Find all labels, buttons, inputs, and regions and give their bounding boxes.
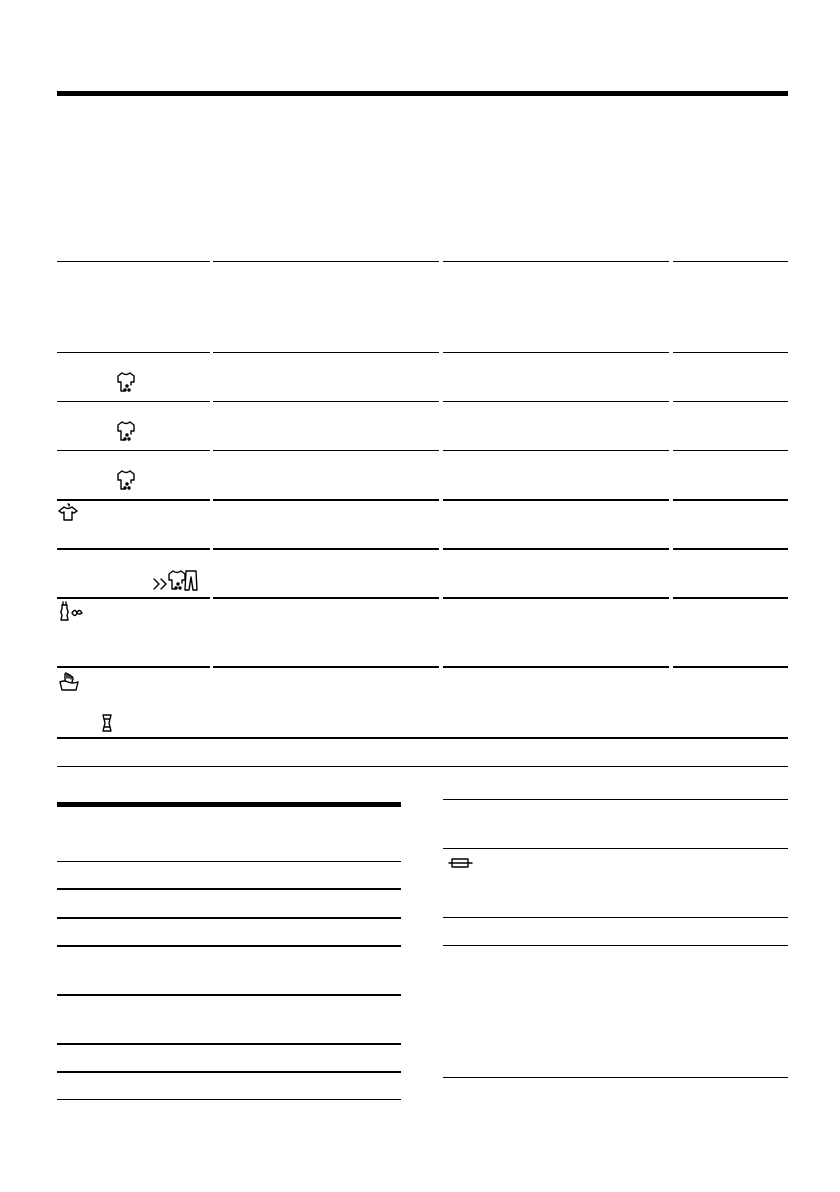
table-row [57, 945, 401, 947]
table-row [57, 888, 401, 890]
mixed-load-shirt-icon [116, 372, 136, 394]
top-section-rule [57, 91, 788, 96]
lower-left-heading-rule [57, 802, 401, 807]
table-row [57, 1043, 401, 1045]
easy-care-shirt-icon [58, 503, 78, 523]
mixed-load-shirt-icon [116, 421, 136, 443]
mixed-load-shirt-icon [116, 470, 136, 492]
table-row [443, 848, 788, 849]
table-row [57, 1099, 401, 1100]
table-row [443, 917, 788, 918]
table-row [57, 1071, 401, 1073]
table-header-top-line [213, 261, 439, 262]
table-row [443, 1077, 788, 1078]
table-bottom-line [57, 766, 788, 767]
table-row [57, 994, 401, 996]
fuse-icon [448, 857, 474, 869]
table-header-top-line [673, 261, 788, 262]
table-row [57, 917, 401, 919]
wool-skein-icon [100, 713, 114, 733]
trousers-icon [184, 570, 198, 592]
hand-wash-icon [58, 670, 80, 692]
delicates-butterfly-icon [58, 601, 84, 623]
table-row [57, 861, 401, 862]
table-header-top-line [443, 261, 669, 262]
table-header-top-line [57, 261, 210, 262]
table-row [443, 945, 788, 946]
table-row [443, 799, 788, 800]
